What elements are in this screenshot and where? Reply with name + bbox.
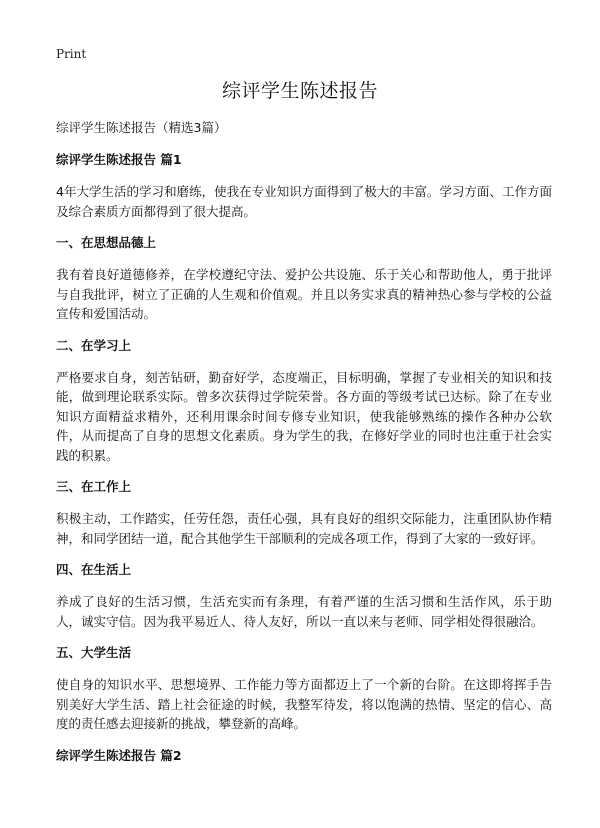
section-heading-work: 三、在工作上 <box>56 479 132 494</box>
section-text-work: 积极主动，工作踏实，任劳任怨，责任心强，具有良好的组织交际能力，注重团队协作精神，和同学团结一道，配合其他学生干部顺利的完成各项工作，得到了大家的一致好评。 <box>56 511 552 546</box>
article-1-heading: 综评学生陈述报告 篇1 <box>56 152 182 167</box>
section-heading-university: 五、大学生活 <box>56 645 132 660</box>
article-2-heading: 综评学生陈述报告 篇2 <box>56 747 182 763</box>
intro-paragraph: 4年大学生活的学习和磨练，使我在专业知识方面得到了极大的丰富。学习方面、工作方面及综合素质方面都得到了很大提高。 <box>56 184 552 219</box>
section-text-moral: 我有着良好道德修养，在学校遵纪守法、爱护公共设施、乐于关心和帮助他人，勇于批评与自我批评，树立了正确的人生观和价值观。并且以务实求真的精神热心参与学校的公益宣传和爱国活动。 <box>56 267 552 321</box>
section-heading-life: 四、在生活上 <box>56 562 132 577</box>
section-text-life: 养成了良好的生活习惯，生活充实而有条理，有着严谨的生活习惯和生活作风，乐于助人，诚实守信。因为我平易近人、待人友好，所以一直以来与老师、同学相处得很融洽。 <box>56 594 552 629</box>
section-text-university: 使自身的知识水平、思想境界、工作能力等方面都迈上了一个新的台阶。在这即将挥手告别美好大学生活、踏上社会征途的时候，我整军待发，将以饱满的热情、坚定的信心、高度的责任感去迎接新的挑战，攀登新的高峰。 <box>56 677 552 731</box>
document-body <box>56 118 552 778</box>
section-heading-study: 二、在学习上 <box>56 337 132 353</box>
page-title: 综评学生陈述报告 <box>221 80 378 102</box>
section-heading-moral: 一、在思想品德上 <box>56 235 157 250</box>
print-link[interactable]: Print <box>56 47 87 61</box>
section-text-study: 严格要求自身，刻苦钻研，勤奋好学，态度端正，目标明确，掌握了专业相关的知识和技能，做到理论联系实际。曾多次获得过学院荣誉。各方面的等级考试已达标。除了在专业知识方面精益求精外，还利用课余时间专修专业知识，使我能够熟练的操作各种办公软件，从而提高了自身的思想文化素质。身为学生的我，在修好学业的同时也注重于社会实践的积累。 <box>56 369 552 463</box>
document-subtitle: 综评学生陈述报告（精选3篇） <box>56 120 227 135</box>
